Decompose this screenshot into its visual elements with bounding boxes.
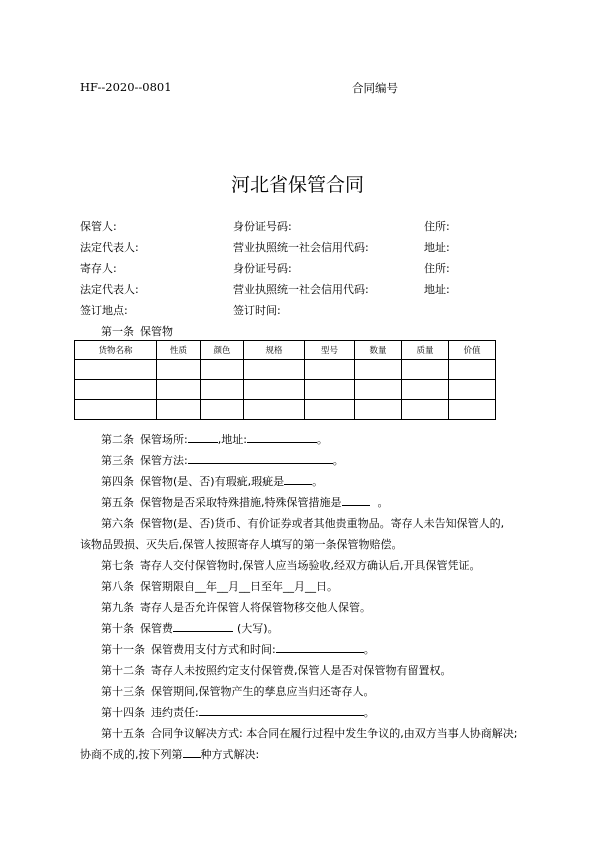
article-number: 第十四条: [101, 706, 145, 719]
article-number: 第四条: [101, 475, 134, 488]
table-row: [75, 360, 496, 380]
article-text: 。: [363, 643, 375, 656]
column-header: 规格: [244, 341, 305, 360]
article-text: 保管费用支付方式和时间:: [151, 643, 276, 656]
table-cell[interactable]: [355, 360, 402, 380]
article-text: 保管方法:: [140, 454, 188, 467]
article-text: 保管期间,保管物产生的孳息应当归还寄存人。: [151, 685, 375, 698]
article-text: 合同争议解决方式: 本合同在履行过程中发生争议的,由双方当事人协商解决;: [151, 727, 518, 740]
article-12: [101, 662, 452, 678]
article-text: 协商不成的,按下列第: [80, 748, 183, 761]
article-6-continuation: 该物品毁损、灭失后,保管人按照寄存人填写的第一条保管物赔偿。: [80, 538, 403, 551]
blank-field[interactable]: [173, 620, 233, 632]
table-cell[interactable]: [244, 400, 305, 420]
column-header: 质量: [402, 341, 449, 360]
column-header: 颜色: [201, 341, 244, 360]
table-cell[interactable]: [201, 380, 244, 400]
article-number: 第七条: [101, 559, 134, 572]
table-cell[interactable]: [75, 400, 157, 420]
article-number: 第十五条: [101, 727, 145, 740]
depositor-label: 寄存人:: [80, 262, 117, 275]
table-cell[interactable]: [305, 380, 355, 400]
table-header-row: [75, 341, 496, 360]
page-title: 河北省保管合同: [230, 174, 364, 196]
article-7: [101, 557, 481, 573]
blank-field[interactable]: [188, 431, 218, 443]
article-number: 第三条: [101, 454, 134, 467]
depositor-address-label: 住所:: [424, 262, 450, 275]
article-5: [101, 494, 389, 510]
column-header: 价值: [449, 341, 496, 360]
goods-table: [74, 340, 496, 420]
article-text: 。: [332, 454, 344, 467]
table-cell[interactable]: [244, 380, 305, 400]
article-number: 第一条: [101, 325, 134, 338]
table-cell[interactable]: [75, 380, 157, 400]
article-number: 第十二条: [101, 664, 145, 677]
article-text: (大写)。: [237, 622, 279, 635]
article-text: 。: [312, 475, 324, 488]
article-text: 寄存人是否允许保管人将保管物移交他人保管。: [140, 601, 371, 614]
custodian-label: 保管人:: [80, 220, 117, 233]
table-row: [75, 400, 496, 420]
article-text: 寄存人交付保管物时,保管人应当场验收,经双方确认后,开具保管凭证。: [140, 559, 481, 572]
signing-place-label: 签订地点:: [80, 304, 128, 317]
depositor-location-label: 地址:: [424, 283, 450, 296]
article-number: 第九条: [101, 601, 134, 614]
article-text: ,地址:: [217, 433, 247, 446]
article-text: 种方式解决:: [200, 748, 260, 761]
article-1: [101, 323, 173, 339]
table-cell[interactable]: [402, 380, 449, 400]
article-text: 保管物是否采取特殊措施,特殊保管措施是: [140, 496, 342, 509]
article-13: [101, 683, 375, 699]
article-text: 违约责任:: [151, 706, 199, 719]
blank-field[interactable]: [247, 431, 317, 443]
article-11: [101, 641, 375, 657]
table-cell[interactable]: [305, 400, 355, 420]
article-number: 第五条: [101, 496, 134, 509]
article-text: 保管物(是、否)有瑕疵,瑕疵是: [140, 475, 285, 488]
article-9: [101, 599, 371, 615]
article-4: [101, 473, 323, 489]
article-8: [101, 578, 338, 594]
blank-field[interactable]: [342, 494, 370, 506]
column-header: 型号: [305, 341, 355, 360]
table-cell[interactable]: [244, 360, 305, 380]
custodian-legal-rep-label: 法定代表人:: [80, 241, 139, 254]
table-row: [75, 380, 496, 400]
depositor-license-label: 营业执照统一社会信用代码:: [233, 283, 369, 296]
custodian-license-label: 营业执照统一社会信用代码:: [233, 241, 369, 254]
article-text: 。: [377, 496, 389, 509]
table-cell[interactable]: [355, 400, 402, 420]
blank-field[interactable]: [276, 641, 364, 653]
table-cell[interactable]: [355, 380, 402, 400]
blank-field[interactable]: [188, 452, 333, 464]
blank-field[interactable]: [284, 473, 312, 485]
table-cell[interactable]: [449, 400, 496, 420]
article-text: 保管物: [140, 325, 173, 338]
custodian-address-label: 住所:: [424, 220, 450, 233]
depositor-legal-rep-label: 法定代表人:: [80, 283, 139, 296]
contract-code: HF--2020--0801: [80, 80, 172, 94]
table-cell[interactable]: [201, 400, 244, 420]
custodian-location-label: 地址:: [424, 241, 450, 254]
table-cell[interactable]: [305, 360, 355, 380]
article-text: 保管场所:: [140, 433, 188, 446]
article-number: 第十条: [101, 622, 134, 635]
article-text: 。: [316, 433, 328, 446]
article-6: [101, 515, 504, 531]
article-text: 保管物(是、否)货币、有价证券或者其他贵重物品。寄存人未告知保管人的,: [140, 517, 505, 530]
depositor-id-label: 身份证号码:: [233, 262, 292, 275]
table-cell[interactable]: [201, 360, 244, 380]
column-header: 数量: [355, 341, 402, 360]
custodian-id-label: 身份证号码:: [233, 220, 292, 233]
table-cell[interactable]: [157, 380, 201, 400]
article-10: [101, 620, 279, 636]
table-cell[interactable]: [402, 360, 449, 380]
article-3: [101, 452, 344, 468]
article-number: 第十一条: [101, 643, 145, 656]
table-cell[interactable]: [75, 360, 157, 380]
article-text: 寄存人未按照约定支付保管费,保管人是否对保管物有留置权。: [151, 664, 452, 677]
article-15-continuation: [80, 746, 259, 762]
contract-number-label: 合同编号: [352, 81, 398, 95]
signing-time-label: 签订时间:: [233, 304, 281, 317]
article-14: [101, 704, 375, 720]
article-number: 第二条: [101, 433, 134, 446]
article-text: 。: [363, 706, 375, 719]
article-2: [101, 431, 328, 447]
table-cell[interactable]: [449, 380, 496, 400]
article-text: 保管费: [140, 622, 173, 635]
article-15: [101, 725, 517, 741]
article-number: 第十三条: [101, 685, 145, 698]
column-header: 性质: [157, 341, 201, 360]
column-header: 货物名称: [75, 341, 157, 360]
article-text: 保管期限自__年__月__日至年__月__日。: [140, 580, 338, 593]
article-number: 第八条: [101, 580, 134, 593]
table-cell[interactable]: [449, 360, 496, 380]
blank-field[interactable]: [183, 746, 201, 758]
table-cell[interactable]: [157, 360, 201, 380]
table-cell[interactable]: [157, 400, 201, 420]
article-number: 第六条: [101, 517, 134, 530]
table-cell[interactable]: [402, 400, 449, 420]
blank-field[interactable]: [199, 704, 364, 716]
